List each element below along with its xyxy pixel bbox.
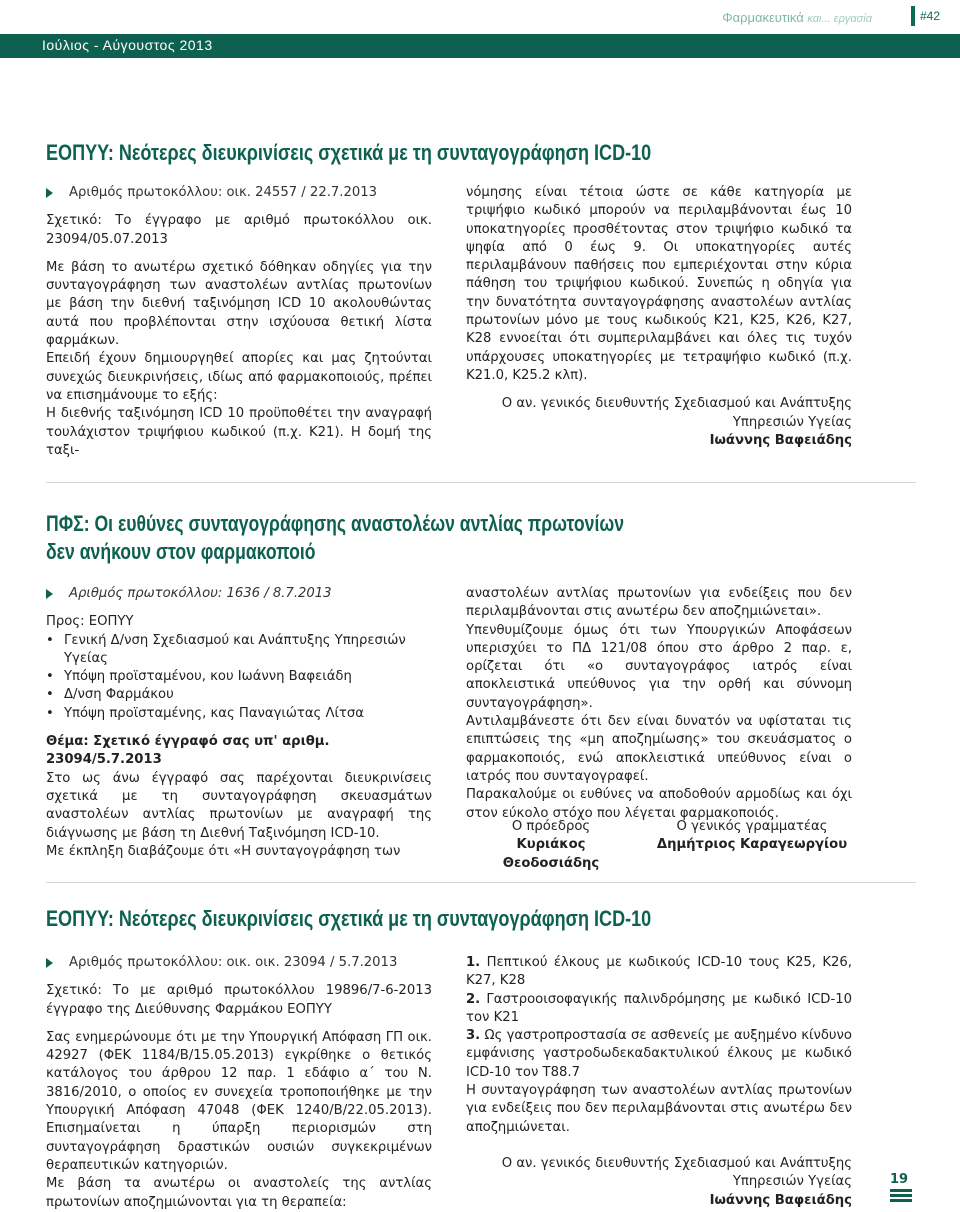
article1-protocol-line xyxy=(46,184,432,202)
article1-sign-name: Ιωάννης Βαφειάδης xyxy=(709,432,852,448)
recipient-item: • Δ/νση Φαρμάκου xyxy=(46,686,432,704)
date-banner-text: Ιούλιος - Αύγουστος 2013 xyxy=(42,37,213,53)
article2-title xyxy=(46,510,624,566)
article2-subject: Θέμα: Σχετικό έγγραφό σας υπ' αριθμ. 23094/5.7.2013 xyxy=(46,734,330,768)
signature-secretary xyxy=(652,818,852,873)
issue-bar xyxy=(911,6,915,26)
article2-para4: Αντιλαμβάνεστε ότι δεν είναι δυνατόν να υφίσταται τις επιπτώσεις της «μη αποζημίωσης» του σκευάσματος ο φαρμακοποιός, ενώ αποκλειστικά υπεύθυνος είναι ο ιατρός που συνταγογραφεί. xyxy=(466,714,852,784)
article3-item xyxy=(466,991,852,1028)
article3-para2: Με βάση τα ανωτέρω οι αναστολείς της αντλίας πρωτονίων αποζημιώνονται για τη θεραπεία: xyxy=(46,1176,432,1210)
article3-para1: Σας ενημερώνουμε ότι με την Υπουργική Απόφαση ΓΠ οικ. 42927 (ΦΕΚ 1184/Β/15.05.2013) εγκρίθηκε ο θετικός κατάλογος του άρθρου 12 παρ. 1 εδάφιο α΄ του Ν. 3816/2010, ο οποίος εν συνεχεία τροποποιήθηκε με την Υπουργική Απόφαση 47048 (ΦΕΚ 1240/Β/22.05.2013). Επισημαίνεται η ύπαρξη περιορισμών στη συνταγογράφηση δραστικών ουσιών συγκεκριμένων θεραπευτικών κατηγοριών. xyxy=(46,1029,432,1173)
article2-protocol: Αριθμός πρωτοκόλλου: 1636 / 8.7.2013 xyxy=(69,586,332,601)
sig2-role: Ο γενικός γραμματέας xyxy=(676,819,828,834)
sig1-name: Κυριάκος Θεοδοσιάδης xyxy=(502,837,600,871)
item-text: Ως γαστροπροστασία σε ασθενείς με αυξημένο κίνδυνο εμφάνισης γαστροδωδεκαδακτυλικού έλκους με κωδικό ICD-10 τον Τ88.7 xyxy=(466,1028,852,1080)
item-number: 2. xyxy=(466,991,481,1007)
article2-para5: Παρακαλούμε οι ευθύνες να αποδοθούν αρμοδίως και όχι στον εύκολο στόχο που λέγεται φαρμακοποιός. xyxy=(466,787,852,821)
article3-para3: Η συνταγογράφηση των αναστολέων αντλίας πρωτονίων για ενδείξεις που δεν περιλαμβάνονται στις ανωτέρω δεν αποζημιώνεται. xyxy=(466,1083,852,1135)
article2-to: Προς: ΕΟΠΥΥ xyxy=(46,614,134,630)
section-tag xyxy=(722,10,872,25)
item-number: 1. xyxy=(466,955,481,970)
arrow-bullet-icon xyxy=(46,188,53,198)
article3-right-column xyxy=(466,954,852,1210)
article3-title: ΕΟΠΥΥ: Νεότερες διευκρινίσεις σχετικά με τη συνταγογράφηση ICD-10 xyxy=(46,906,652,931)
item-text: Γαστροοισοφαγικής παλινδρόμησης με κωδικό ICD-10 τον Κ21 xyxy=(466,991,852,1025)
article1-para1: Με βάση το ανωτέρω σχετικό δόθηκαν οδηγίες για την συνταγογράφηση των αναστολέων αντλίας πρωτονίων με βάση την διεθνή ταξινόμηση ICD 10 ακολουθώντας αυτά που προβλέπονται στην ισχύουσα θετική λίστα φαρμάκων. xyxy=(46,259,432,349)
article2-title-line1: ΠΦΣ: Οι ευθύνες συνταγογράφησης αναστολέων αντλίας πρωτονίων xyxy=(46,511,624,536)
article1-right-column xyxy=(466,184,852,450)
sig1-role: Ο πρόεδρος xyxy=(511,819,591,834)
article2-para2: αναστολέων αντλίας πρωτονίων για ενδείξεις που δεν περιλαμβάνονται στις ανωτέρω δεν αποζημιώνεται». xyxy=(466,586,852,620)
article1-para3: νόμησης είναι τέτοια ώστε σε κάθε κατηγορία με τριψήφιο κωδικό μπορούν να περιλαμβάνονται έως 10 υποκατηγορίες προσθέτοντας στον τριψήφιο κωδικό τα ψηφία από 0 έως 9. Οι υποκατηγορίες αυτές περιλαμβάνουν παθήσεις που εμπεριέχονται στην κύρια πάθηση του τριψήφιου κωδικού. Συνεπώς η οδηγία για την δυνατότητα συνταγογράφησης αναστολέων αντλίας πρωτονίων μόνο με τους κωδικούς Κ21, Κ25, Κ26, Κ27, Κ28 εννοείται ότι συμπεριλαμβάνει και όλες τις τυχόν υπάρχουσες υποκατηγορίες με τετραψήφιο κωδικό (π.χ. Κ21.0, Κ25.2 κλπ). xyxy=(466,185,852,383)
article2-para3: Υπενθυμίζουμε όμως ότι των Υπουργικών Αποφάσεων υπερισχύει το ΠΔ 121/08 όπου στο άρθρο 2 παρ. ε, ορίζεται ότι «ο συνταγογράφος ιατρός είναι αποκλειστικά υπεύθυνος για την ορθή και σύννομη συνταγογράφηση». xyxy=(466,622,852,711)
article3-protocol-line xyxy=(46,954,432,972)
arrow-bullet-icon xyxy=(46,589,53,599)
article3-related: Σχετικό: Το με αριθμό πρωτοκόλλου 19896/7-6-2013 έγγραφο της Διεύθυνσης Φαρμάκου ΕΟΠΥΥ xyxy=(46,983,432,1017)
article2-para2-start: Με έκπληξη διαβάζουμε ότι «Η συνταγογράφηση των xyxy=(46,843,401,859)
section-name: Φαρμακευτικά xyxy=(722,10,804,25)
article3-sign-name: Ιωάννης Βαφειάδης xyxy=(709,1192,852,1208)
article1-sign-role: Ο αν. γενικός διευθυντής Σχεδιασμού και Ανάπτυξης xyxy=(501,396,852,412)
divider xyxy=(46,882,916,883)
article2-protocol-line xyxy=(46,585,432,603)
article3-protocol: Αριθμός πρωτοκόλλου: οικ. οικ. 23094 / 5.7.2013 xyxy=(69,955,398,970)
article1-para3-start: Η διεθνής ταξινόμηση ICD 10 προϋποθέτει την αναγραφή τουλάχιστον τριψήφιου κωδικού (π.χ. Κ21). Η δομή της ταξι- xyxy=(46,406,432,458)
article3-item xyxy=(466,954,852,991)
article1-related: Σχετικό: Το έγγραφο με αριθμό πρωτοκόλλου οικ. 23094/05.07.2013 xyxy=(46,213,432,247)
recipient-item: • Υπόψη προϊσταμένου, κου Ιωάννη Βαφειάδη xyxy=(46,668,432,686)
article3-left-column xyxy=(46,954,432,1212)
article1-sign-org: Υπηρεσιών Υγείας xyxy=(732,414,852,430)
article2-para1: Στο ως άνω έγγραφό σας παρέχονται διευκρινίσεις σχετικά με τη συνταγογράφηση σκευασμάτων αναστολέων αντλίας πρωτονίων με αναγραφή της διάγνωσης με βάση τη Διεθνή Ταξινόμηση ICD-10. xyxy=(46,770,432,841)
article3-sign-org: Υπηρεσιών Υγείας xyxy=(732,1174,852,1190)
issue-number: #42 xyxy=(919,9,940,23)
issue-mark xyxy=(911,6,940,26)
article3-item xyxy=(466,1027,852,1082)
recipient-item: • Υπόψη προϊσταμένης, κας Παναγιώτας Λίτσα xyxy=(46,705,432,723)
page-number-text: 19 xyxy=(890,1172,909,1187)
item-number: 3. xyxy=(466,1028,481,1044)
article2-right-column xyxy=(466,585,852,823)
arrow-bullet-icon xyxy=(46,958,53,968)
date-banner xyxy=(0,34,960,58)
top-strip xyxy=(0,0,960,34)
article2-signatures xyxy=(466,818,852,873)
section-subname: και... εργασία xyxy=(807,13,872,25)
article1-para2: Επειδή έχουν δημιουργηθεί απορίες και μας ζητούνται συνεχώς διευκρινήσεις, ιδίως από φαρμακοποιούς, πρέπει να επισημάνουμε το εξής: xyxy=(46,351,432,403)
divider xyxy=(46,482,916,483)
page-number xyxy=(890,1172,912,1202)
sig2-name: Δημήτριος Καραγεωργίου xyxy=(656,837,848,853)
article2-recipients xyxy=(46,632,432,723)
article2-title-line2: δεν ανήκουν στον φαρμακοποιό xyxy=(46,539,316,564)
signature-president xyxy=(466,818,636,873)
article2-left-column xyxy=(46,585,432,861)
item-text: Πεπτικού έλκους με κωδικούς ICD-10 τους Κ25, Κ26, Κ27, Κ28 xyxy=(466,955,852,989)
article1-protocol: Αριθμός πρωτοκόλλου: οικ. 24557 / 22.7.2013 xyxy=(69,185,378,200)
article1-left-column xyxy=(46,184,432,460)
recipient-item: • Γενική Δ/νση Σχεδιασμού και Ανάπτυξης Υπηρεσιών Υγείας xyxy=(46,632,432,669)
page-number-bars xyxy=(890,1189,912,1202)
article3-sign-role: Ο αν. γενικός διευθυντής Σχεδιασμού και Ανάπτυξης xyxy=(501,1155,852,1171)
article1-title: ΕΟΠΥΥ: Νεότερες διευκρινίσεις σχετικά με τη συνταγογράφηση ICD-10 xyxy=(46,140,652,165)
